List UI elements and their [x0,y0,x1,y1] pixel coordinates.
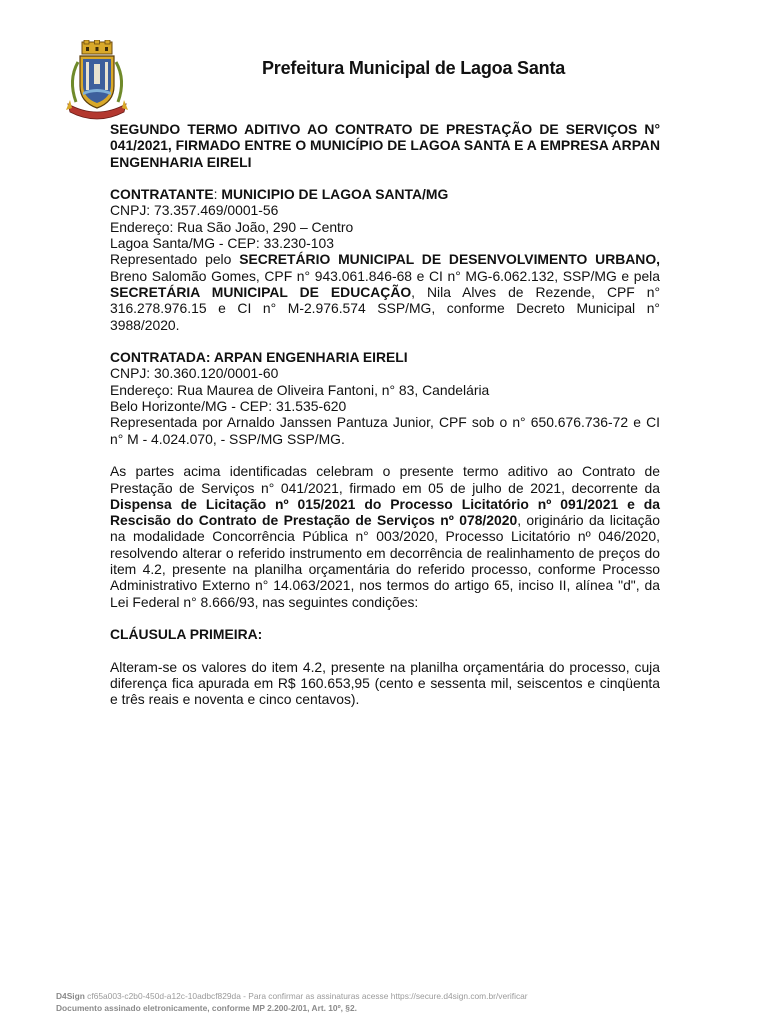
contratada-heading [110,349,660,365]
spacer [110,643,660,659]
organization-title: Prefeitura Municipal de Lagoa Santa [262,58,566,78]
clausula-heading-text: CLÁUSULA PRIMEIRA: [110,626,263,643]
spacer [110,333,660,349]
document-body [110,121,660,708]
rep-text-1: Breno Salomão Gomes, CPF n° 943.061.846-68 e CI n° MG-6.062.132, SSP/MG e pela [110,267,660,284]
partes-bold: Dispensa de Licitação nº 015/2021 do Processo Licitatório nº 091/2021 e da Rescisão do Contrato de Prestação de Serviços nº 078/2020 [110,495,660,529]
contratante-representante [110,251,660,332]
shield-icon [80,56,114,108]
spacer [110,447,660,463]
rep-prefix: Representado pelo [110,251,240,268]
contratante-label: CONTRATANTE [110,186,214,203]
contratada-cidade: Belo Horizonte/MG - CEP: 31.535-620 [110,398,347,415]
contratante-endereco: Endereço: Rua São João, 290 – Centro [110,218,354,235]
contratada-label: CONTRATADA: ARPAN ENGENHARIA EIRELI [110,349,408,366]
signature-footer [56,990,716,1014]
footer-verification-line [56,990,716,1002]
rep-role-2: SECRETÁRIA MUNICIPAL DE EDUCAÇÃO [110,283,412,300]
contratante-section [110,186,660,333]
rep-text-2: , Nila Alves de Rezende, CPF n° 316.278.976.15 e CI n° M-2.976.574 SSP/MG, conforme Decreto Municipal n° 3988/2020. [110,283,660,333]
coat-of-arms-logo [64,40,130,120]
partes-text-1: As partes acima identificadas celebram o presente termo aditivo ao Contrato de Prestação de Serviços n° 041/2021, firmado em 05 de julho de 2021, decorrente da [110,463,660,496]
contratante-cnpj: CNPJ: 73.357.469/0001-56 [110,202,279,219]
spacer [110,610,660,626]
clausula-primeira-heading [110,626,660,642]
document-title: SEGUNDO TERMO ADITIVO AO CONTRATO DE PRESTAÇÃO DE SERVIÇOS N° 041/2021, FIRMADO ENTRE O MUNICÍPIO DE LAGOA SANTA E A EMPRESA ARPAN ENGENHARIA EIRELI [110,121,660,170]
footer-legal: Documento assinado eletronicamente, conforme MP 2.200-2/01, Art. 10º, §2. [56,1003,357,1013]
footer-hash: cf65a003-c2b0-450d-a12c-10adbcf829da - Para confirmar as assinaturas acesse https://secure.d4sign.com.br/verificar [84,991,528,1001]
partes-text-2: , originário da licitação na modalidade Concorrência Pública n° 003/2020, Processo Licitatório nº 046/2020, resolvendo alterar o referido instrumento em decorrência de realinhamento de preços do item 4.2, presente na planilha orçamentária do referido processo, conforme Processo Administrativo Externo n° 14.063/2021, nos termos do artigo 65, inciso II, alínea "d", da Lei Federal n° 8.666/93, nas seguintes condições: [110,512,660,610]
crown-icon [82,40,112,54]
contratante-cidade: Lagoa Santa/MG - CEP: 33.230-103 [110,235,334,252]
contratada-endereco: Endereço: Rua Maurea de Oliveira Fantoni, n° 83, Candelária [110,381,490,398]
contratada-representante: Representada por Arnaldo Janssen Pantuza Junior, CPF sob o n° 650.676.736-72 e CI n° M - 4.024.070, - SSP/MG SSP/MG. [110,414,660,447]
rep-role-1: SECRETÁRIO MUNICIPAL DE DESENVOLVIMENTO URBANO, [239,251,660,268]
contratante-name: MUNICIPIO DE LAGOA SANTA/MG [221,186,449,203]
contratada-cnpj: CNPJ: 30.360.120/0001-60 [110,365,279,382]
contratante-heading: CONTRATANTE: MUNICIPIO DE LAGOA SANTA/MG [110,186,449,203]
contratada-section [110,349,660,447]
clausula-primeira-text: Alteram-se os valores do item 4.2, presente na planilha orçamentária do processo, cuja diferença fica apurada em R$ 160.653,95 (cento e sessenta mil, seiscentos e cinqüenta e três reais e noventa e cinco centavos). [110,658,660,708]
partes-paragraph [110,463,660,610]
footer-brand: D4Sign [56,991,85,1001]
